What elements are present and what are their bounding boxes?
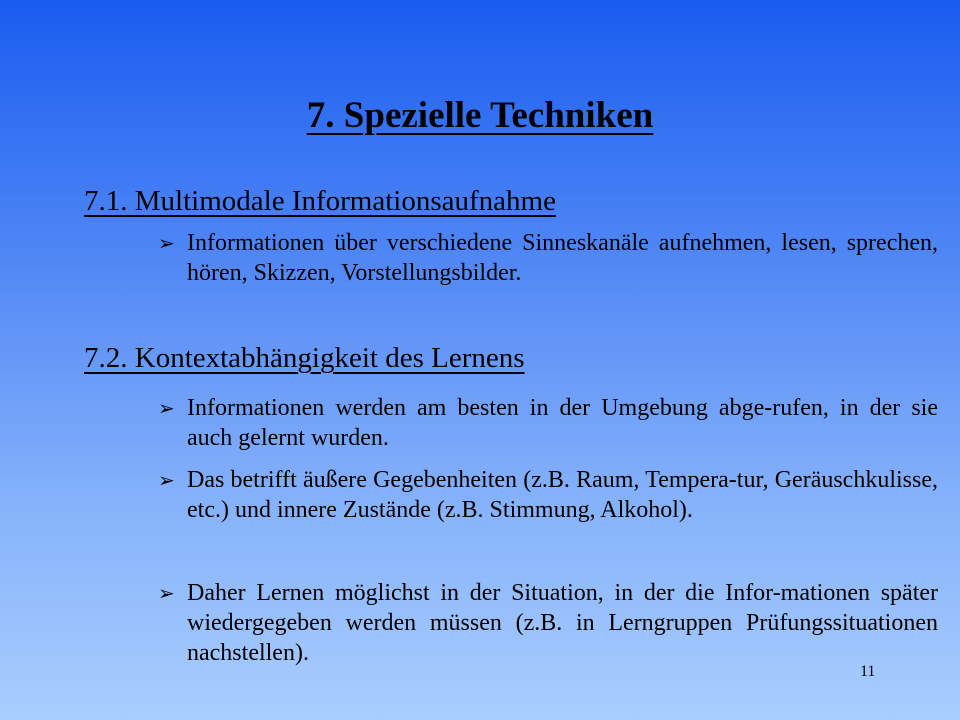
- bullet-item: [158, 393, 938, 453]
- section-heading-7-1: 7.1. Multimodale Informationsaufnahme: [84, 185, 556, 217]
- arrow-right-bullet-icon: ➢: [158, 396, 175, 420]
- bullet-text: Das betrifft äußere Gegebenheiten (z.B. Raum, Tempera-tur, Geräuschkulisse, etc.) und innere Zustände (z.B. Stimmung, Alkohol).: [187, 467, 938, 523]
- section-heading-7-2: 7.2. Kontextabhängigkeit des Lernens: [84, 342, 525, 374]
- arrow-right-bullet-icon: ➢: [158, 581, 175, 605]
- bullet-item: [158, 465, 938, 525]
- slide-title: [0, 92, 960, 140]
- arrow-right-bullet-icon: ➢: [158, 231, 175, 255]
- bullet-text: Informationen über verschiedene Sinneskanäle aufnehmen, lesen, sprechen, hören, Skizzen, Vorstellungsbilder.: [187, 230, 938, 286]
- bullet-text: Daher Lernen möglichst in der Situation, in der die Infor-mationen später wiedergegeben werden müssen (z.B. in Lerngruppen Prüfungssituationen nachstellen).: [187, 580, 938, 666]
- bullet-text: Informationen werden am besten in der Umgebung abge-rufen, in der sie auch gelernt wurden.: [187, 395, 938, 451]
- arrow-right-bullet-icon: ➢: [158, 468, 175, 492]
- bullet-item: [158, 228, 938, 288]
- slide-title-text: 7. Spezielle Techniken: [306, 95, 654, 136]
- bullet-item: [158, 578, 938, 668]
- page-number: 11: [860, 663, 876, 680]
